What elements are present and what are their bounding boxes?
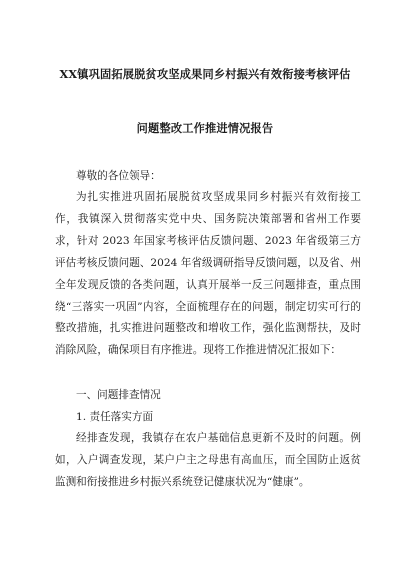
section-heading-problem-check: 一、问题排查情况 <box>76 389 161 401</box>
intro-paragraph: 为扎实推进巩固拓展脱贫攻坚成果同乡村振兴有效衔接工作，我镇深入贯彻落实党中央、国务院决策部署和省州工作要求，针对 2023 年国家考核评估反馈问题、2023 年省级第三方评估考核反馈问题、2024 年省级调研指导反馈问题，以及省、州全年发现反馈的各类问题，认真开展举一反三问题排查，重点围绕“三落实一巩固”内容，全面梳理存在的问题，制定切实可行的整改措施，扎实推进问题整改和增收工作，强化监测帮扶，及时消除风险，确保项目有序推进。现将工作推进情况汇报如下： <box>55 191 361 357</box>
document-title-line-1: XX镇巩固拓展脱贫攻坚成果同乡村振兴有效衔接考核评估 <box>59 67 351 81</box>
salutation: 尊敬的各位领导： <box>76 170 161 182</box>
subsection-heading-responsibility: 1. 责任落实方面 <box>76 411 154 423</box>
document-title-line-2: 问题整改工作推进情况报告 <box>136 121 274 135</box>
findings-paragraph: 经排查发现，我镇存在农户基础信息更新不及时的问题。例如，入户调查发现，某户户主之母患有高血压，而全国防止返贫监测和衔接推进乡村振兴系统登记健康状况为“健康”。 <box>55 432 361 488</box>
